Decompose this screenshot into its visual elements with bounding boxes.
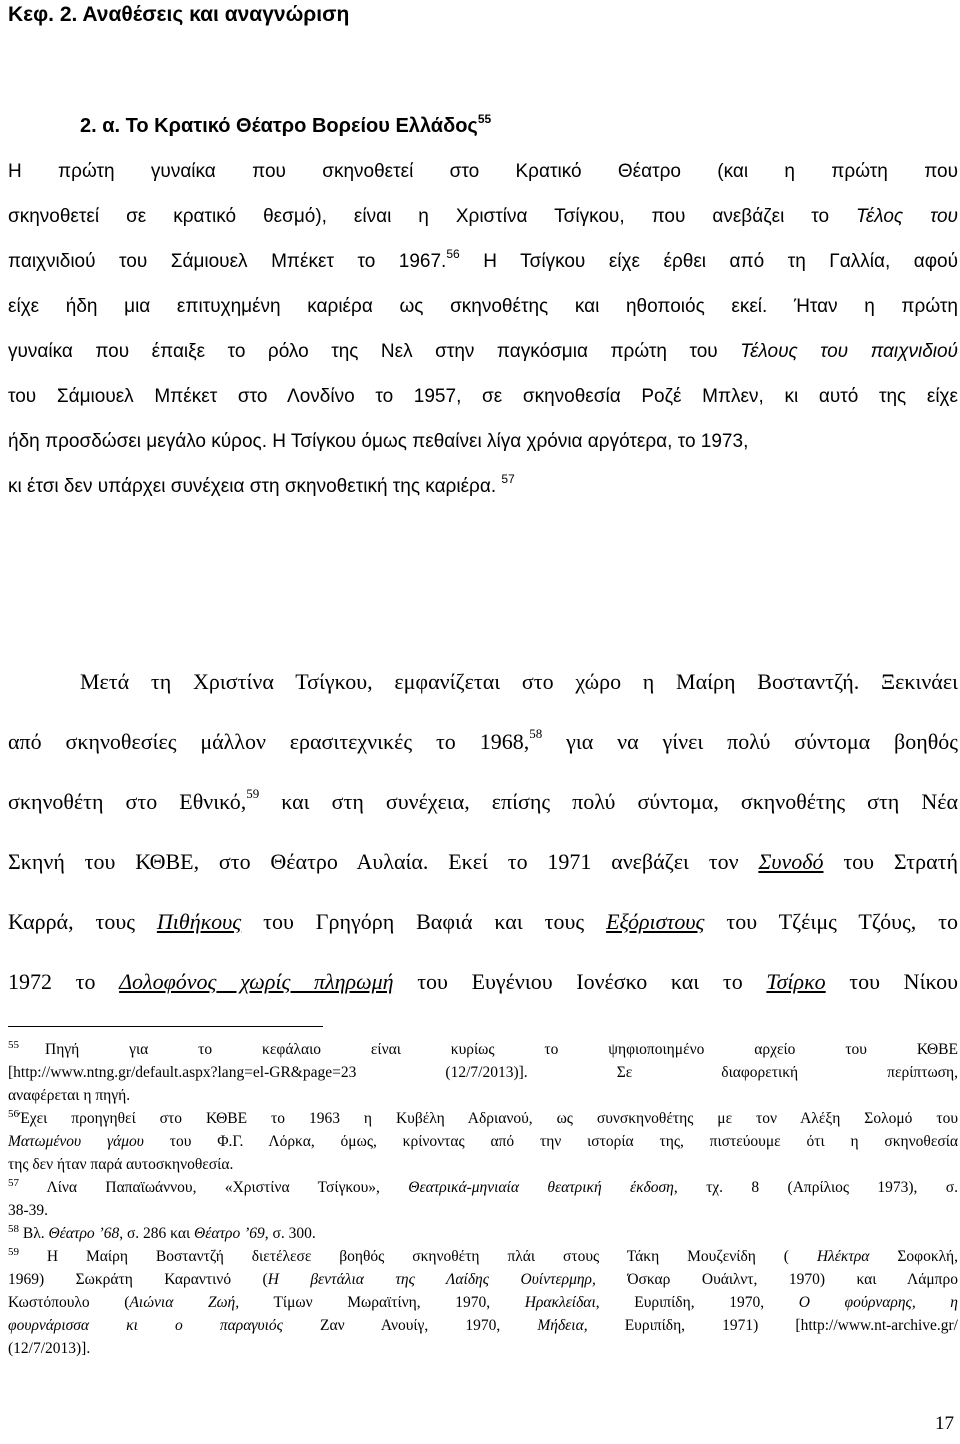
footnote-58-line-1 [8, 1222, 958, 1245]
footnote-58-e: , σ. 300. [264, 1225, 316, 1242]
para2-line-5 [8, 892, 958, 952]
para2-line-1 [8, 652, 958, 712]
title-theatro-68: Θέατρο ’68 [48, 1225, 120, 1242]
para2-line-3-rest: και στη συνέχεια, επίσης πολύ σύντομα, σκηνοθέτης στη Νέα [259, 789, 958, 814]
footnote-57-c: , τχ. 8 (Απρίλιος 1973), σ. [673, 1179, 958, 1196]
footnote-59-l4d: Ευριπίδη, 1971) [ [587, 1317, 801, 1334]
para1-line-7-rest: Η Τσίγκου όμως πεθαίνει λίγα χρόνια αργότερα, το 1973, [266, 431, 749, 452]
para2-line-6 [8, 952, 958, 1012]
footnote-59-l4b: Ζαν Ανουίγ, 1970, [282, 1317, 538, 1334]
para1-line-4-rest: Ήταν η πρώτη [767, 296, 958, 317]
footnote-ref-59: 59 [246, 786, 260, 801]
footnote-59-line-5: (12/7/2013)]. [8, 1340, 91, 1357]
title-tsirko: Τσίρκο [766, 969, 826, 994]
footnote-59-line-4 [8, 1314, 958, 1337]
para2-line-3-text: σκηνοθέτη στο Εθνικό, [8, 789, 247, 814]
para2-line-2-text: από σκηνοθεσίες μάλλον ερασιτεχνικές το 1968, [8, 729, 530, 754]
footnote-59-line-1 [8, 1245, 958, 1268]
para1-line-5-text: γυναίκα που έπαιξε το ρόλο της Νελ στην παγκόσμια πρώτη του [8, 341, 741, 362]
footnote-59-line-3 [8, 1291, 958, 1314]
para2-line-2 [8, 712, 958, 772]
footnote-57-number: 57 [8, 1177, 19, 1189]
footnote-58-number: 58 [8, 1223, 19, 1235]
title-xoris-pliromi: χωρίς πληρωμή [216, 969, 394, 994]
para1-line-3 [8, 239, 958, 284]
footnote-separator [8, 1026, 323, 1027]
footnote-58-c: , σ. 286 και [119, 1225, 195, 1242]
footnote-55-line-1 [8, 1038, 958, 1061]
footnote-ref-55: 55 [477, 112, 492, 126]
para1-line-6: του Σάμιουελ Μπέκετ στο Λονδίνο το 1957, σε σκηνοθεσία Ροζέ Μπλεν, κι αυτό της είχε [8, 386, 958, 407]
footnotes [8, 1032, 958, 1360]
para1-line-8-text: κι έτσι δεν υπάρχει συνέχεια στη σκηνοθετική της καριέρα. [8, 476, 497, 497]
footnote-56-line-2 [8, 1130, 958, 1153]
para2-line-6-d: του Ευγένιου Ιονέσκο και το [393, 969, 767, 994]
page-number: 17 [935, 1413, 954, 1434]
title-fournarissa: φουρνάρισσα κι ο παραγυιός [8, 1317, 283, 1334]
para2-line-2-rest: για να γίνει πολύ σύντομα βοηθός [542, 729, 959, 754]
footnote-56-number: 56 [8, 1108, 19, 1120]
footnote-59-l2c: Όσκαρ Ουάιλντ, 1970) και Λάμπρο [595, 1271, 958, 1288]
footnote-59-l2a: 1969) Σωκράτη Καραντινό ( [8, 1271, 268, 1288]
footnote-59-l3a: Κωστόπουλο ( [8, 1294, 130, 1311]
para1-line-4 [8, 284, 958, 329]
footnote-55-line-2 [8, 1061, 958, 1084]
paragraph-1-block [8, 104, 958, 509]
footnote-59-l3e: , Ευριπίδη, 1970, [595, 1294, 799, 1311]
title-o-fournaris: Ο φούρναρης, η [798, 1294, 958, 1311]
footnote-56-line-3: της δεν ήταν παρά αυτοσκηνοθεσία. [8, 1156, 234, 1173]
footnote-ref-57: 57 [501, 472, 515, 486]
para1-line-4-text: είχε ήδη μια επιτυχημένη καριέρα ως σκηνοθέτης και ηθοποιός εκεί. [8, 296, 768, 317]
footnote-58-a: Βλ. [19, 1225, 49, 1242]
para1-line-7 [8, 419, 958, 464]
title-matomenos-gamos: Ματωμένου γάμου [8, 1133, 144, 1150]
para2-line-4 [8, 832, 958, 892]
footnote-59-c: Σοφοκλή, [869, 1248, 958, 1265]
footnote-56-text: Έχει προηγηθεί στο ΚΘΒΕ το 1963 η Κυβέλη Αδριανού, ως συνσκηνοθέτης με τον Αλέξη Σολομό του [19, 1110, 958, 1127]
section-heading-text: 2. α. Το Κρατικό Θέατρο Βορείου Ελλάδος [80, 115, 478, 137]
para2-line-6-f: του Νίκου [825, 969, 958, 994]
title-dolofonos: Δολοφόνος [119, 969, 217, 994]
para2-line-6-a: 1972 το [8, 969, 120, 994]
para1-line-3-rest: Η Τσίγκου είχε έρθει από τη Γαλλία, αφού [459, 251, 959, 272]
footnote-55-number: 55 [8, 1039, 19, 1051]
title-synodos: Συνοδό [758, 849, 824, 874]
footnote-59-link[interactable]: http://www.nt-archive.gr/ [800, 1317, 958, 1334]
title-ventalia: Η βεντάλια της Λαίδης Ουίντερμηρ, [267, 1271, 596, 1288]
title-exoristoi: Εξόριστους [606, 909, 705, 934]
section-heading [8, 104, 958, 149]
footnote-56-rest: του Φ.Γ. Λόρκα, όμως, κρίνοντας από την ιστορία της, πιστεύουμε ότι η σκηνοθεσία [143, 1133, 959, 1150]
footnote-ref-58: 58 [529, 726, 543, 741]
para1-line-2-text: σκηνοθετεί σε κρατικό θεσμό), είναι η Χριστίνα Τσίγκου, που ανεβάζει το [8, 206, 857, 227]
footnote-55-bracket: [ [8, 1064, 14, 1081]
title-telos-tou: Τέλος του [856, 206, 958, 227]
para2-line-5-c: του Γρηγόρη Βαφιά και τους [241, 909, 607, 934]
footnote-55-link[interactable]: http://www.ntng.gr/default.aspx?lang=el-GR&page=23 [13, 1064, 357, 1081]
para1-line-1: Η πρώτη γυναίκα που σκηνοθετεί στο Κρατικό Θέατρο (και η πρώτη που [8, 161, 958, 182]
footnote-57-a: Λίνα Παπαϊωάννου, «Χριστίνα Τσίγκου», [19, 1179, 409, 1196]
footnote-59-l3c: Τίμων Μωραϊτίνη, 1970, [239, 1294, 525, 1311]
footnote-ref-56: 56 [446, 247, 460, 261]
running-head: Κεφ. 2. Αναθέσεις και αναγνώριση [8, 3, 350, 26]
paragraph-2-block [8, 652, 958, 1012]
para2-line-4-rest: του Στρατή [823, 849, 958, 874]
footnote-56-line-1 [8, 1107, 958, 1130]
para2-line-5-e: του Τζέιμς Τζόυς, το [704, 909, 958, 934]
footnote-59-line-2 [8, 1268, 958, 1291]
title-mideia: Μήδεια, [537, 1317, 588, 1334]
footnote-55-text: Πηγή για το κεφάλαιο είναι κυρίως το ψηφιοποιημένο αρχείο του ΚΘΒΕ [45, 1041, 958, 1058]
title-irakleidai: Ηρακλείδαι [524, 1294, 596, 1311]
para2-line-3 [8, 772, 958, 832]
title-aionia-zoi: Αιώνια Ζωή, [129, 1294, 240, 1311]
footnote-57-line-2: 38-39. [8, 1202, 49, 1219]
footnote-59-a: Η Μαίρη Βοσταντζή διετέλεσε βοηθός σκηνοθέτη πλάι στους Τάκη Μουζενίδη ( [19, 1248, 817, 1265]
title-ilektra: Ηλέκτρα [816, 1248, 870, 1265]
para1-line-7-text: ήδη προσδώσει μεγάλο κύρος. [8, 431, 267, 452]
para2-line-4-text: Σκηνή του ΚΘΒΕ, στο Θέατρο Αυλαία. [8, 849, 429, 874]
para2-line-4-mid: Εκεί το 1971 ανεβάζει τον [428, 849, 759, 874]
para2-line-5-a: Καρρά, τους [8, 909, 157, 934]
footnote-57-line-1 [8, 1176, 958, 1199]
footnote-55-line-3: αναφέρεται η πηγή. [8, 1087, 131, 1104]
para1-line-8 [8, 464, 958, 509]
para1-line-3-text: παιχνιδιού του Σάμιουελ Μπέκετ το 1967. [8, 251, 447, 272]
para1-line-2 [8, 194, 958, 239]
title-pithikoi: Πιθήκους [156, 909, 242, 934]
para2-line-1-text: Μετά τη Χριστίνα Τσίγκου, εμφανίζεται στο χώρο η Μαίρη Βοσταντζή. Ξεκινάει [80, 669, 958, 694]
title-theatrika: Θεατρικά-μηνιαία θεατρική έκδοση [408, 1179, 674, 1196]
title-theatro-69: Θέατρο ’69 [194, 1225, 265, 1242]
footnote-59-number: 59 [8, 1246, 19, 1258]
para1-line-5 [8, 329, 958, 374]
footnote-55-rest: (12/7/2013)]. Σε διαφορετική περίπτωση, [356, 1064, 958, 1081]
title-telous-tou-paixnidiou: Τέλους του παιχνιδιού [740, 341, 958, 362]
